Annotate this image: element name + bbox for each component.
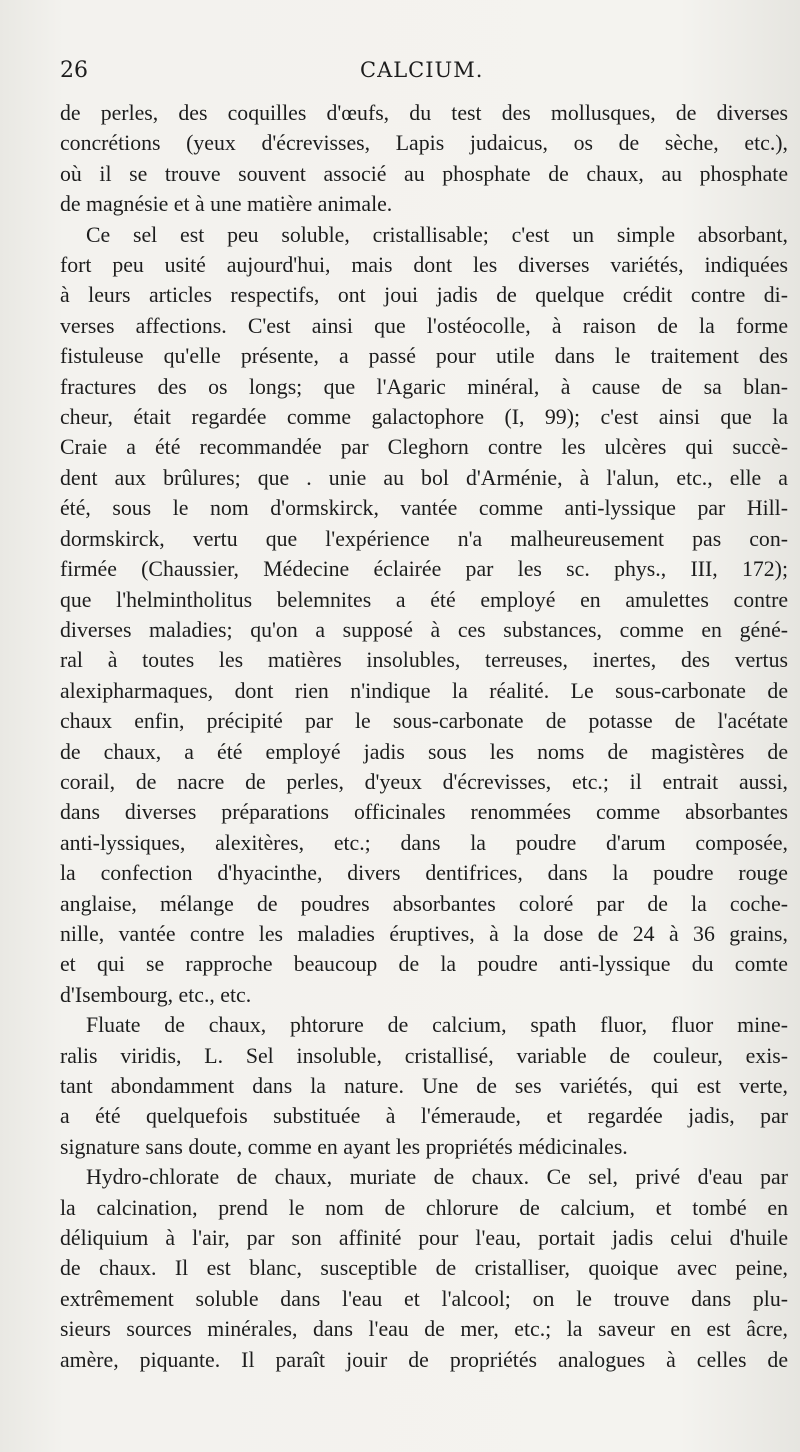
text-line: dent aux brûlures; que . unie au bol d'Arménie, à l'alun, etc., elle a: [60, 465, 788, 490]
text-line: diverses maladies; qu'on a supposé à ces substances, comme en géné-: [60, 617, 788, 642]
text-line: Ce sel est peu soluble, cristallisable; c'est un simple absorbant,: [86, 222, 788, 247]
text-line: de chaux. Il est blanc, susceptible de cristalliser, quoique avec peine,: [60, 1256, 788, 1281]
text-line: fistuleuse qu'elle présente, a passé pour utile dans le traitement des: [60, 344, 788, 369]
text-line: dans diverses préparations officinales renommées comme absorbantes: [60, 800, 788, 825]
text-line: la calcination, prend le nom de chlorure de calcium, et tombé en: [60, 1195, 788, 1220]
text-line: amère, piquante. Il paraît jouir de propriétés analogues à celles de: [60, 1347, 788, 1372]
text-line: ral à toutes les matières insolubles, terreuses, inertes, des vertus: [60, 648, 788, 673]
text-line: fort peu usité aujourd'hui, mais dont les diverses variétés, indiquées: [60, 253, 788, 278]
text-line: Hydro-chlorate de chaux, muriate de chaux. Ce sel, privé d'eau par: [86, 1165, 788, 1190]
text-line: à leurs articles respectifs, ont joui jadis de quelque crédit contre di-: [60, 283, 788, 308]
text-line: extrêmement soluble dans l'eau et l'alcool; on le trouve dans plu-: [60, 1286, 788, 1311]
page-header: [60, 58, 788, 98]
text-line: sieurs sources minérales, dans l'eau de mer, etc.; la saveur en est âcre,: [60, 1317, 788, 1342]
text-line: la confection d'hyacinthe, divers dentifrices, dans la poudre rouge: [60, 861, 788, 886]
running-title: CALCIUM.: [360, 58, 484, 82]
text-line: de magnésie et à une matière animale.: [60, 192, 393, 217]
text-line: anglaise, mélange de poudres absorbantes coloré par de la coche-: [60, 891, 788, 916]
text-line: corail, de nacre de perles, d'yeux d'écrevisses, etc.; il entrait aussi,: [60, 769, 788, 794]
text-line: déliquium à l'air, par son affinité pour l'eau, portait jadis celui d'huile: [60, 1226, 788, 1251]
text-line: été, sous le nom d'ormskirck, vantée comme anti-lyssique par Hill-: [60, 496, 788, 521]
text-line: Fluate de chaux, phtorure de calcium, spath fluor, fluor mine-: [86, 1013, 788, 1038]
text-line: ralis viridis, L. Sel insoluble, cristallisé, variable de couleur, exis-: [60, 1043, 788, 1068]
text-line: a été quelquefois substituée à l'émeraude, et regardée jadis, par: [60, 1104, 788, 1129]
text-line: cheur, était regardée comme galactophore (I, 99); c'est ainsi que la: [60, 405, 788, 430]
text-line: d'Isembourg, etc., etc.: [60, 982, 252, 1007]
text-line: tant abondamment dans la nature. Une de ses variétés, qui est verte,: [60, 1074, 788, 1098]
text-line: et qui se rapproche beaucoup de la poudre anti-lyssique du comte: [60, 952, 788, 977]
text-line: alexipharmaques, dont rien n'indique la réalité. Le sous-carbonate de: [60, 678, 788, 703]
text-line: fractures des os longs; que l'Agaric minéral, à cause de sa blan-: [60, 374, 788, 399]
text-line: de perles, des coquilles d'œufs, du test des mollusques, de diverses: [60, 101, 788, 125]
text-line: chaux enfin, précipité par le sous-carbonate de potasse de l'acétate: [60, 709, 788, 734]
text-line: anti-lyssiques, alexitères, etc.; dans la poudre d'arum composée,: [60, 830, 788, 855]
text-line: que l'helmintholitus belemnites a été employé en amulettes contre: [60, 587, 788, 612]
text-line: Craie a été recommandée par Cleghorn contre les ulcères qui succè-: [60, 435, 788, 460]
text-line: nille, vantée contre les maladies éruptives, à la dose de 24 à 36 grains,: [60, 921, 788, 946]
body-text: [60, 98, 788, 1375]
text-line: verses affections. C'est ainsi que l'ostéocolle, à raison de la forme: [60, 313, 788, 338]
text-line: dormskirck, vertu que l'expérience n'a malheureusement pas con-: [60, 526, 788, 551]
text-line: de chaux, a été employé jadis sous les noms de magistères de: [60, 739, 788, 764]
text-line: concrétions (yeux d'écrevisses, Lapis judaicus, os de sèche, etc.),: [60, 131, 788, 156]
page-number: 26: [60, 58, 88, 83]
text-line: firmée (Chaussier, Médecine éclairée par les sc. phys., III, 172);: [60, 557, 788, 582]
text-line: où il se trouve souvent associé au phosphate de chaux, au phosphate: [60, 161, 788, 186]
text-line: signature sans doute, comme en ayant les propriétés médicinales.: [60, 1134, 628, 1159]
